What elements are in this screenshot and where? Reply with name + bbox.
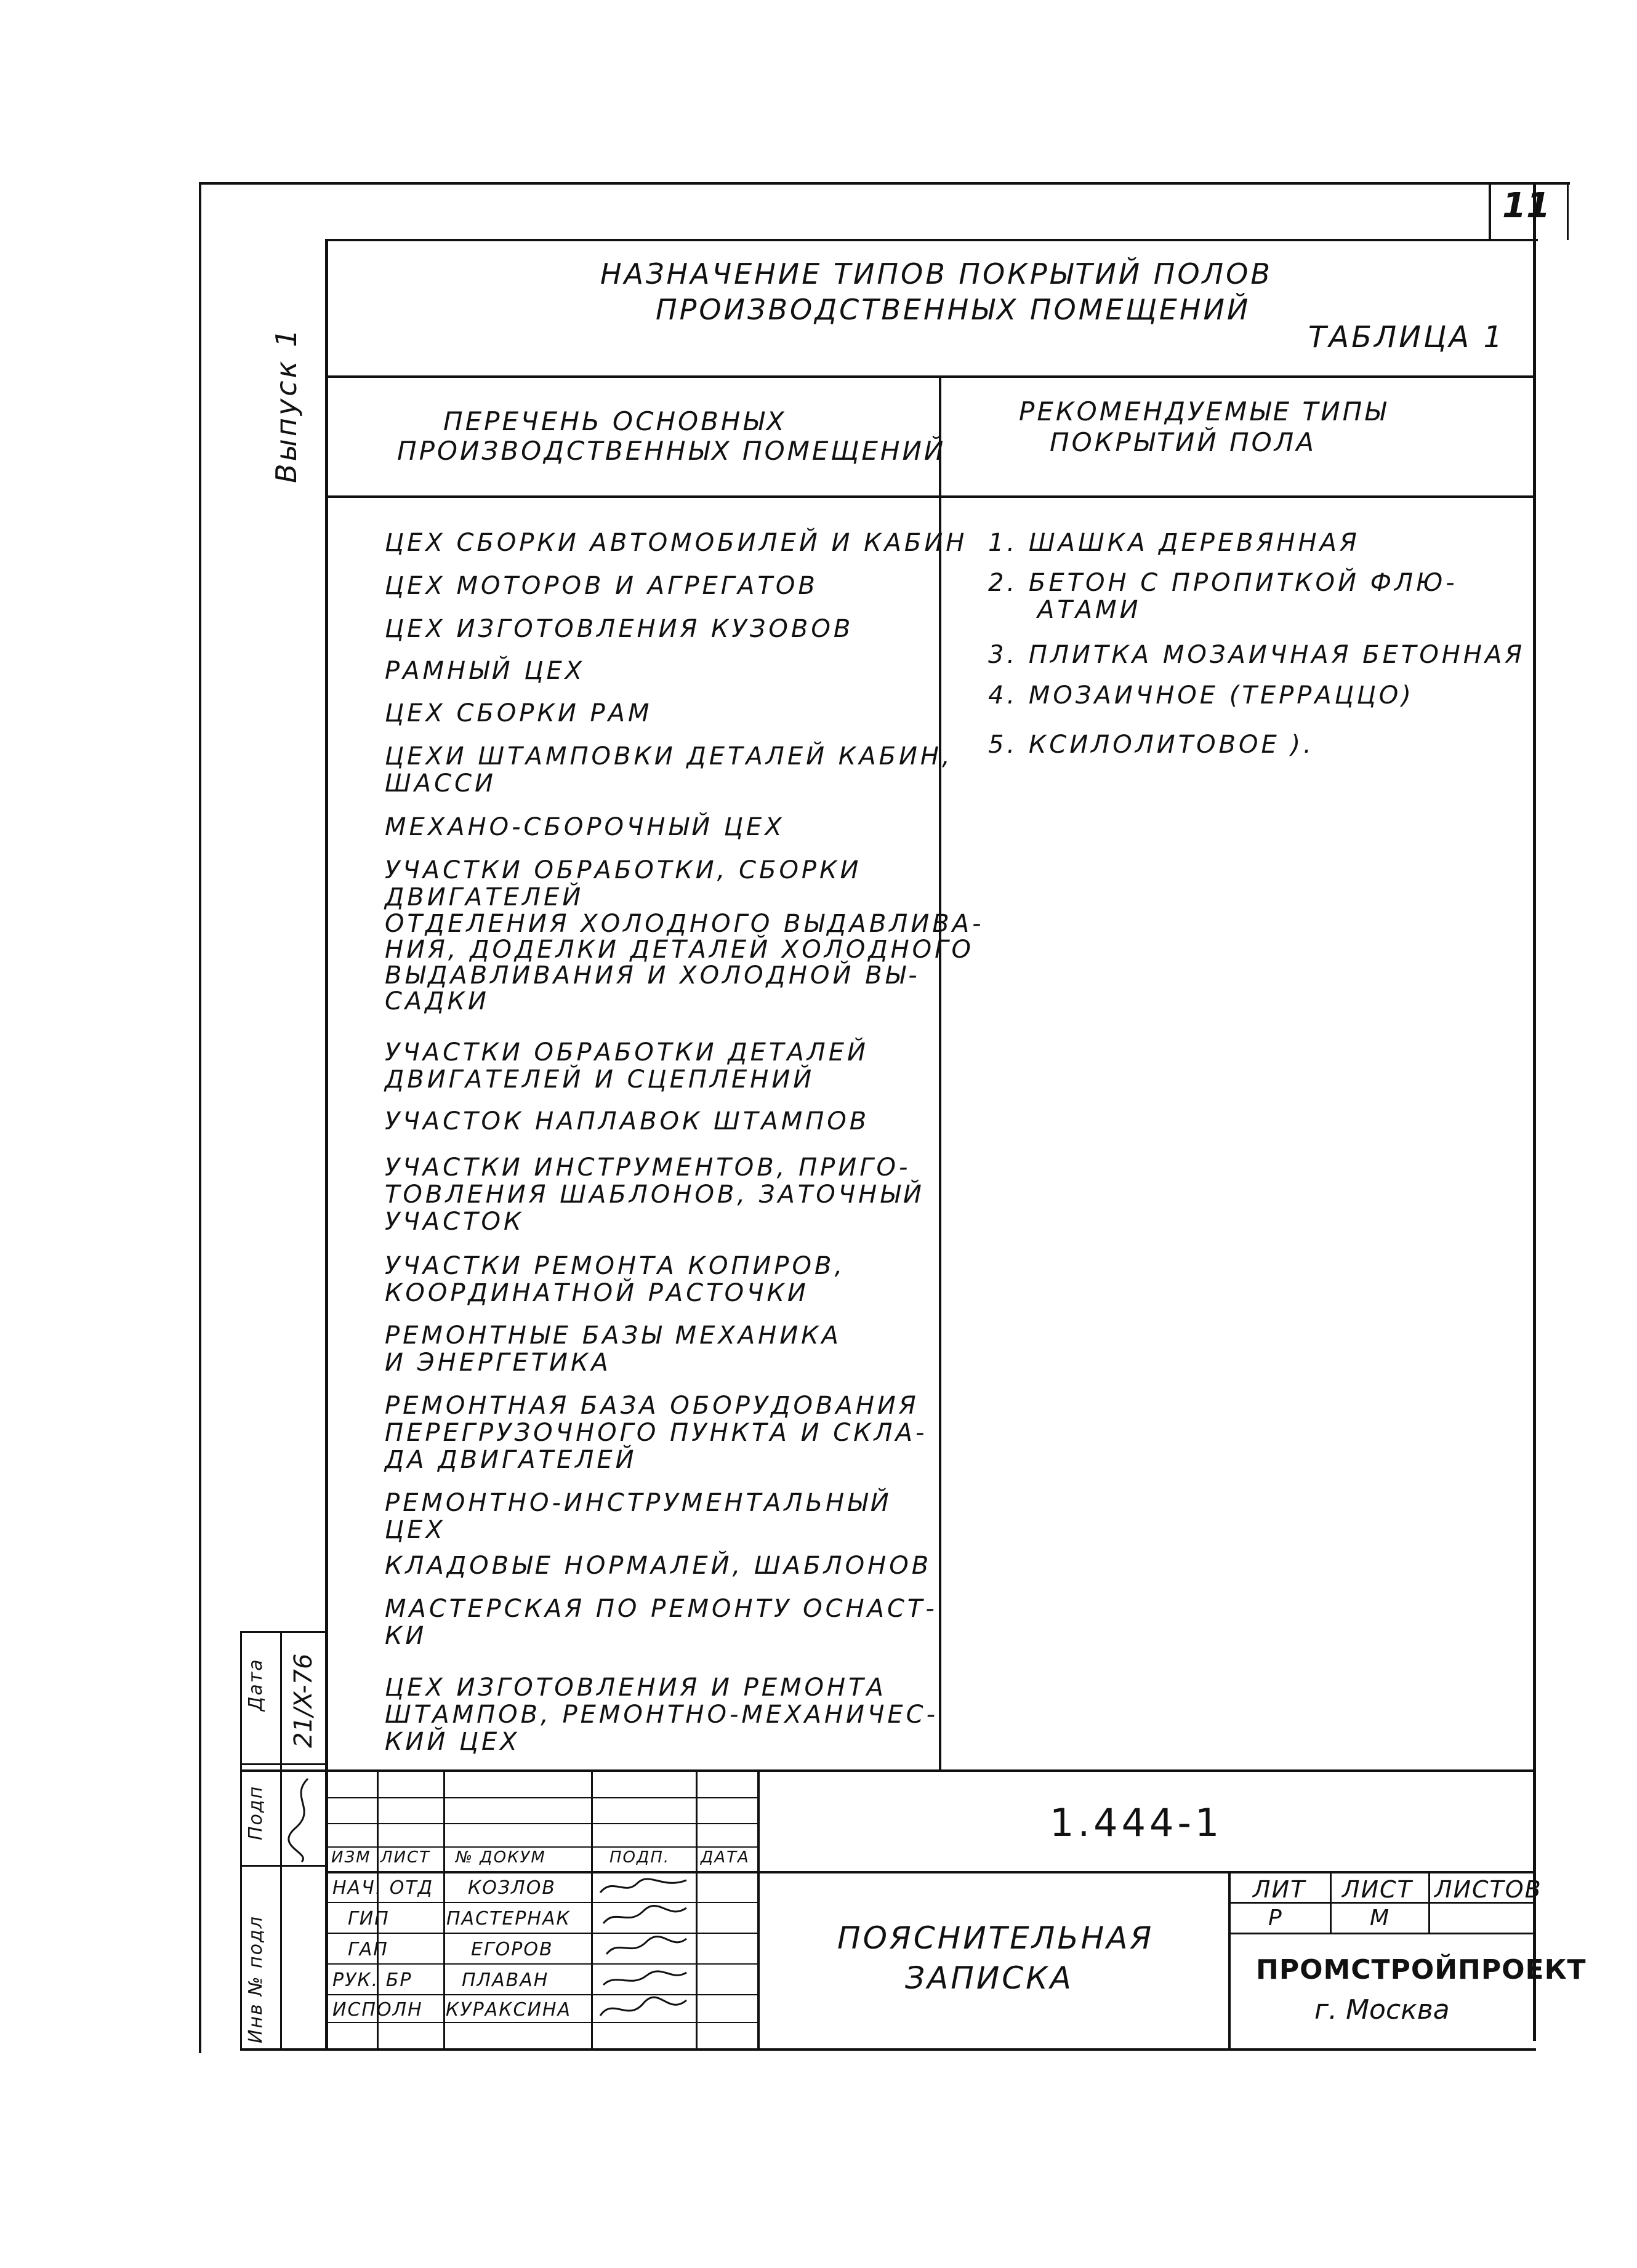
col-header-date: ДАТА: [701, 1848, 750, 1867]
outer-frame-left: [199, 182, 201, 2053]
left-stamp-top: [240, 1631, 326, 1633]
list-item: УЧАСТКИ ИНСТРУМЕНТОВ, ПРИГО- ТОВЛЕНИЯ ШАБЛОНОВ, ЗАТОЧНЫЙ УЧАСТОК: [385, 1153, 925, 1236]
left-stamp-sep-2: [240, 1865, 326, 1867]
list-item: МЕХАНО-СБОРОЧНЫЙ ЦЕХ: [385, 813, 785, 841]
role-5: ИСПОЛН: [332, 1999, 423, 2021]
stage-header-sheets: ЛИСТОВ: [1434, 1876, 1542, 1903]
rev-rule-3: [325, 1846, 758, 1848]
stage-header-lit: ЛИТ: [1253, 1876, 1306, 1903]
column-divider: [939, 375, 941, 1769]
left-stamp-signature: [283, 1773, 323, 1865]
list-item: 4. МОЗАИЧНОЕ (ТЕРРАЦЦО): [988, 681, 1414, 710]
role-1: НАЧ. ОТД: [332, 1877, 434, 1899]
rev-rule-1: [325, 1797, 758, 1798]
stamp-stage-div1: [1330, 1871, 1332, 1933]
list-item: ЦЕХ ИЗГОТОВЛЕНИЯ И РЕМОНТА ШТАМПОВ, РЕМОНТНО-МЕХАНИЧЕС- КИЙ ЦЕХ: [385, 1673, 939, 1756]
inner-frame-top: [325, 239, 1538, 241]
header-top-rule: [325, 375, 1535, 378]
col-header-sheet: ЛИСТ: [380, 1848, 431, 1867]
signatures: [594, 1871, 696, 2050]
list-item: УЧАСТОК НАПЛАВОК ШТАМПОВ: [385, 1107, 870, 1136]
list-item: ЦЕХ ИЗГОТОВЛЕНИЯ КУЗОВОВ: [385, 615, 854, 643]
role-2: ГИП: [348, 1908, 390, 1929]
document-title-line2: ЗАПИСКА: [905, 1960, 1074, 1996]
table-title-line1: НАЗНАЧЕНИЕ ТИПОВ ПОКРЫТИЙ ПОЛОВ: [600, 257, 1273, 291]
stamp-divider: [757, 1769, 760, 2050]
list-item: РАМНЫЙ ЦЕХ: [385, 657, 585, 685]
list-item: ЦЕХ СБОРКИ РАМ: [385, 699, 653, 727]
document-title-line1: ПОЯСНИТЕЛЬНАЯ: [837, 1920, 1154, 1956]
name-5: КУРАКСИНА: [446, 1999, 571, 2021]
stamp-bottom-rule: [240, 2048, 1536, 2051]
rev-rule-2: [325, 1823, 758, 1824]
right-header-line2: ПОКРЫТИЙ ПОЛА: [1050, 427, 1316, 457]
list-item: 1. ШАШКА ДЕРЕВЯННАЯ: [988, 529, 1360, 557]
header-bottom-rule: [325, 495, 1535, 498]
left-stamp-date-value: 21/X-76: [289, 1653, 318, 1748]
list-item: КЛАДОВЫЕ НОРМАЛЕЙ, ШАБЛОНОВ: [385, 1552, 932, 1580]
rev-col-2: [443, 1769, 445, 2050]
list-item: УЧАСТКИ ОБРАБОТКИ ДЕТАЛЕЙ ДВИГАТЕЛЕЙ И СЦЕПЛЕНИЙ: [385, 1038, 869, 1094]
list-item: ЦЕХ СБОРКИ АВТОМОБИЛЕЙ И КАБИН: [385, 529, 968, 557]
organization-name: ПРОМСТРОЙПРОЕКТ: [1256, 1954, 1587, 1986]
stamp-stage-div2: [1428, 1871, 1430, 1933]
left-stamp-inv: Инв № подл: [245, 1915, 267, 2043]
rev-col-4: [696, 1769, 698, 2050]
stamp-top-rule: [240, 1769, 1536, 1772]
left-stamp-sep-1: [240, 1763, 326, 1765]
left-stamp-rule-2: [280, 1631, 282, 2050]
left-stamp-rule-1: [240, 1631, 242, 2050]
name-1: КОЗЛОВ: [468, 1877, 556, 1899]
inner-frame-left: [325, 240, 328, 2050]
name-3: ЕГОРОВ: [471, 1939, 553, 1960]
stamp-org-divider: [1228, 1871, 1231, 2050]
role-4: РУК. БР: [332, 1969, 412, 1991]
sheet-number-box-left: [1489, 182, 1491, 240]
list-item: ЦЕХ МОТОРОВ И АГРЕГАТОВ: [385, 572, 818, 600]
list-item: ОТДЕЛЕНИЯ ХОЛОДНОГО ВЫДАВЛИВА- НИЯ, ДОДЕЛКИ ДЕТАЛЕЙ ХОЛОДНОГО ВЫДАВЛИВАНИЯ И ХОЛОДНОЙ ВЫ- САДКИ: [385, 910, 984, 1016]
list-item: УЧАСТКИ РЕМОНТА КОПИРОВ, КООРДИНАТНОЙ РАСТОЧКИ: [385, 1252, 846, 1307]
list-item: УЧАСТКИ ОБРАБОТКИ, СБОРКИ ДВИГАТЕЛЕЙ: [385, 856, 862, 912]
role-3: ГАП: [348, 1939, 388, 1960]
outer-frame-right: [1567, 182, 1569, 240]
margin-label: Выпуск 1: [270, 326, 303, 483]
stamp-mid-rule: [325, 1871, 1535, 1873]
table-title-line2: ПРОИЗВОДСТВЕННЫХ ПОМЕЩЕНИЙ: [656, 293, 1251, 326]
organization-city: г. Москва: [1314, 1994, 1450, 2026]
right-header-line1: РЕКОМЕНДУЕМЫЕ ТИПЫ: [1019, 396, 1388, 427]
left-header-line1: ПЕРЕЧЕНЬ ОСНОВНЫХ: [443, 406, 787, 436]
left-stamp-sign: Подп: [245, 1785, 267, 1840]
stamp-stage-rule2: [1228, 1933, 1536, 1934]
document-code: 1.444-1: [1050, 1800, 1223, 1845]
list-item: РЕМОНТНЫЕ БАЗЫ МЕХАНИКА И ЭНЕРГЕТИКА: [385, 1321, 842, 1377]
left-stamp-date: Дата: [245, 1658, 267, 1711]
col-header-change: ИЗМ: [331, 1848, 371, 1867]
list-item: 3. ПЛИТКА МОЗАИЧНАЯ БЕТОННАЯ: [988, 641, 1526, 669]
name-4: ПЛАВАН: [462, 1969, 549, 1991]
outer-frame-top: [200, 182, 1570, 185]
list-item: МАСТЕРСКАЯ ПО РЕМОНТУ ОСНАСТ- КИ: [385, 1595, 938, 1650]
stage-value-lit: Р: [1268, 1905, 1283, 1931]
stage-value-sheet: М: [1370, 1905, 1391, 1931]
list-item: РЕМОНТНО-ИНСТРУМЕНТАЛЬНЫЙ ЦЕХ: [385, 1489, 892, 1544]
list-item: ЦЕХИ ШТАМПОВКИ ДЕТАЛЕЙ КАБИН, ШАССИ: [385, 742, 953, 798]
left-header-line2: ПРОИЗВОДСТВЕННЫХ ПОМЕЩЕНИЙ: [397, 436, 946, 466]
inner-frame-right: [1533, 182, 1536, 2041]
table-label: ТАБЛИЦА 1: [1308, 320, 1505, 355]
col-header-doc: № ДОКУМ: [456, 1848, 546, 1867]
list-item: 5. КСИЛОЛИТОВОЕ ).: [988, 731, 1314, 759]
stage-header-sheet: ЛИСТ: [1342, 1876, 1413, 1903]
list-item: 2. БЕТОН С ПРОПИТКОЙ ФЛЮ- АТАМИ: [988, 569, 1458, 624]
list-item: РЕМОНТНАЯ БАЗА ОБОРУДОВАНИЯ ПЕРЕГРУЗОЧНОГО ПУНКТА И СКЛА- ДА ДВИГАТЕЛЕЙ: [385, 1392, 928, 1474]
rev-col-3: [591, 1769, 593, 2050]
col-header-sign: ПОДП.: [609, 1848, 670, 1867]
name-2: ПАСТЕРНАК: [446, 1908, 571, 1929]
sheet-number: 11: [1502, 186, 1550, 226]
